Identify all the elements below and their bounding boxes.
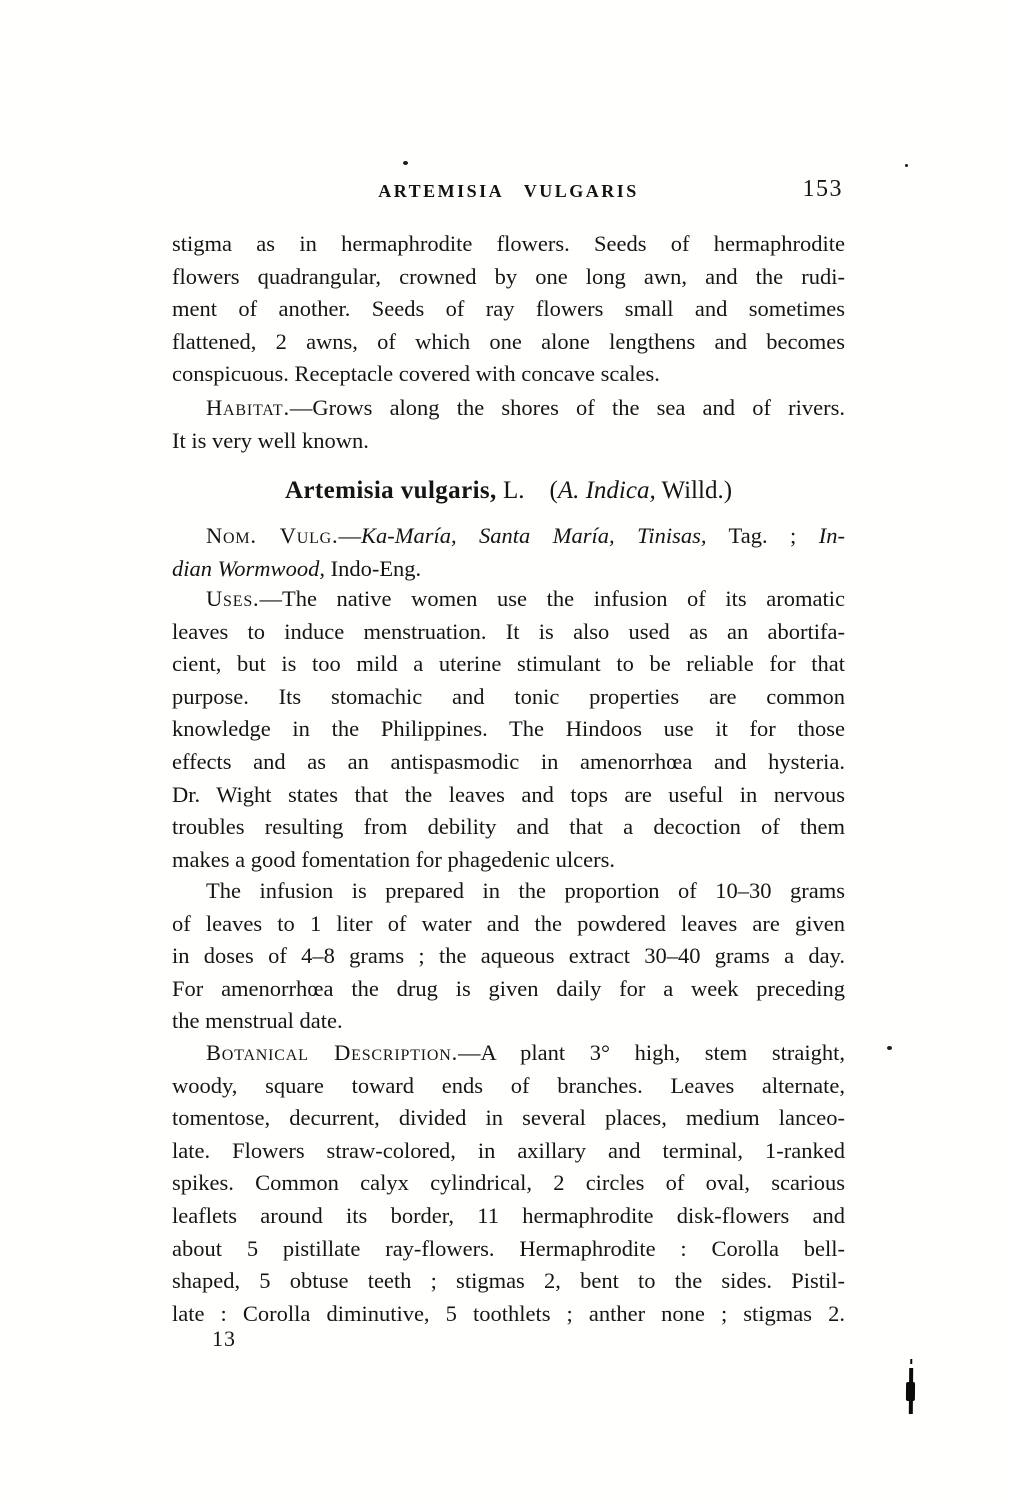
text-segment: leaflets around its border, 11 hermaphrodite disk-flowers and	[172, 1202, 845, 1228]
text-line	[172, 648, 845, 681]
text-line	[172, 746, 845, 779]
text-segment: For amenorrhœa the drug is given daily for a week preceding	[172, 975, 845, 1001]
text-segment: shaped, 5 obtuse teeth ; stigmas 2, bent to the sides. Pistil-	[172, 1268, 845, 1294]
bold-text: Artemisia vulgaris,	[284, 477, 497, 504]
text-segment: leaves to induce menstruation. It is also used as an abortifa-	[172, 618, 845, 644]
smallcaps-label: Uses.	[206, 586, 260, 611]
text-line	[172, 228, 845, 261]
text-segment: tomentose, decurrent, divided in several places, medium lanceo-	[172, 1105, 845, 1131]
text-line	[172, 293, 845, 326]
text-line	[172, 1135, 845, 1168]
text-segment: late : Corolla diminutive, 5 toothlets ; anther none ; stigmas 2.	[172, 1300, 845, 1326]
text-line	[172, 908, 845, 941]
text-line	[172, 1265, 845, 1298]
text-line	[172, 940, 845, 973]
text-line	[172, 1167, 845, 1200]
text-segment: The infusion is prepared in the proportion of 10–30 grams	[206, 878, 845, 903]
text-line	[172, 1233, 845, 1266]
text-segment: Dr. Wight states that the leaves and tops are useful in nervous	[172, 781, 845, 807]
text-line	[172, 1102, 845, 1135]
paragraph-stigma	[172, 228, 845, 391]
page-number: 153	[802, 176, 843, 202]
text-line	[172, 713, 845, 746]
text-segment: conspicuous. Receptacle covered with concave scales.	[172, 361, 660, 387]
text-segment: —The native women use the infusion of its aromatic	[259, 586, 845, 611]
page-header	[172, 176, 845, 202]
text-line	[172, 811, 845, 844]
text-line	[172, 520, 845, 553]
text-segment: spikes. Common calyx cylindrical, 2 circles of oval, scarious	[172, 1170, 845, 1196]
text-segment: flowers quadrangular, crowned by one long awn, and the rudi-	[172, 263, 845, 289]
text-line	[172, 474, 845, 507]
text-line	[172, 1200, 845, 1233]
text-segment: effects and as an antispasmodic in amenorrhœa and hysteria.	[172, 748, 845, 774]
text-segment: Indo-Eng.	[324, 555, 422, 581]
species-heading	[172, 474, 845, 507]
paragraph-habitat	[172, 392, 845, 457]
text-segment: —	[338, 523, 361, 548]
text-segment: ment of another. Seeds of ray flowers small and sometimes	[172, 296, 845, 322]
text-line	[172, 681, 845, 714]
text-segment: —Grows along the shores of the sea and of rivers.	[289, 395, 845, 420]
text-line	[172, 1070, 845, 1103]
text-line	[172, 973, 845, 1006]
ink-smudge-mark	[909, 1368, 913, 1414]
smallcaps-label: Nom. Vulg.	[206, 523, 339, 548]
paragraph-uses	[172, 583, 845, 876]
text-line	[172, 583, 845, 616]
text-line	[172, 616, 845, 649]
text-segment: troubles resulting from debility and that a decoction of them	[172, 814, 845, 840]
text-segment: cient, but is too mild a uterine stimulant to be reliable for that	[172, 651, 845, 677]
text-segment: Willd.)	[655, 477, 733, 504]
text-line	[172, 779, 845, 812]
signature-number: 13	[212, 1326, 236, 1351]
text-segment: of leaves to 1 liter of water and the powdered leaves are given	[172, 910, 845, 936]
smallcaps-label: Botanical Description.	[206, 1040, 459, 1065]
text-segment: woody, square toward ends of branches. Leaves alternate,	[172, 1072, 845, 1098]
text-line	[172, 326, 845, 359]
italic-text: A. Indica,	[557, 477, 656, 504]
smallcaps-label: Habitat.	[206, 395, 290, 420]
text-segment: stigma as in hermaphrodite flowers. Seeds of hermaphrodite	[172, 231, 845, 256]
paragraph-botanical-description	[172, 1037, 845, 1330]
paragraph-infusion	[172, 875, 845, 1038]
text-segment: Tag. ;	[706, 523, 819, 548]
paragraph-nom-vulg	[172, 520, 845, 585]
text-line	[172, 875, 845, 908]
scan-speck	[403, 161, 408, 165]
text-line	[172, 1037, 845, 1070]
text-segment: knowledge in the Philippines. The Hindoos use it for those	[172, 716, 845, 742]
text-line	[172, 358, 845, 391]
text-line	[172, 425, 845, 458]
text-segment: in doses of 4–8 grams ; the aqueous extract 30–40 grams a day.	[172, 943, 845, 969]
italic-text: In-	[818, 523, 845, 548]
text-line	[172, 1005, 845, 1038]
running-title: ARTEMISIA VULGARIS	[378, 181, 639, 201]
text-segment: —A plant 3° high, stem straight,	[458, 1040, 846, 1065]
text-line	[172, 1298, 845, 1331]
text-segment: late. Flowers straw-colored, in axillary and terminal, 1-ranked	[172, 1137, 845, 1163]
text-line	[172, 844, 845, 877]
text-segment: the menstrual date.	[172, 1008, 343, 1034]
text-segment: about 5 pistillate ray-flowers. Hermaphrodite : Corolla bell-	[172, 1235, 845, 1261]
text-segment: It is very well known.	[172, 427, 369, 453]
scan-speck	[905, 164, 908, 167]
text-line	[172, 261, 845, 294]
italic-text: Ka-María, Santa María, Tinisas,	[360, 523, 707, 548]
italic-text: dian Wormwood,	[172, 555, 325, 581]
scan-speck	[887, 1046, 892, 1050]
text-line	[172, 392, 845, 425]
text-segment: makes a good fomentation for phagedenic ulcers.	[172, 846, 615, 872]
text-segment: flattened, 2 awns, of which one alone lengthens and becomes	[172, 328, 845, 354]
text-segment: L. (	[496, 477, 558, 504]
text-line	[172, 553, 845, 586]
text-segment: purpose. Its stomachic and tonic properties are common	[172, 683, 845, 709]
